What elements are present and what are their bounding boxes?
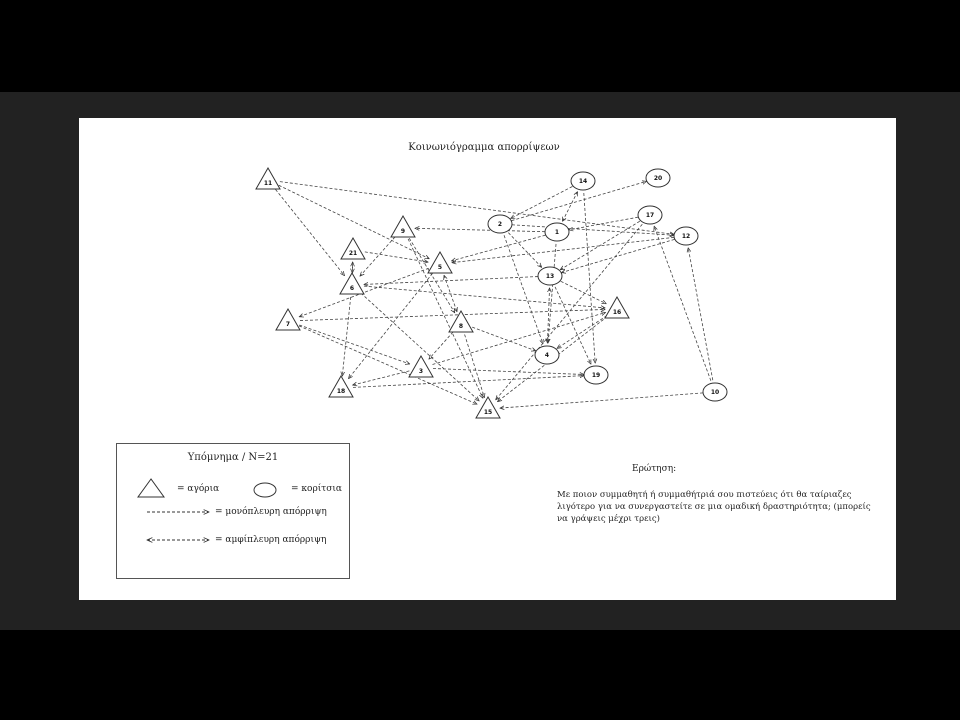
edge-18-19 (353, 376, 584, 388)
node-label: 4 (544, 352, 550, 359)
edge-9-8 (409, 238, 454, 313)
legend-one-way-label: = μονόπλευρη απόρριψη (215, 507, 327, 517)
node-label: 5 (437, 264, 443, 271)
edge-14-1 (562, 192, 577, 222)
edge-10-17 (654, 226, 711, 380)
node-label: 3 (418, 368, 424, 375)
legend-mutual-label: = αμφίπλευρη απόρριψη (215, 535, 327, 545)
node-label: 19 (591, 372, 601, 379)
node-4 (535, 346, 559, 364)
edge-6-16 (364, 286, 605, 308)
legend-girls-label: = κορίτσια (291, 484, 342, 494)
node-13 (538, 267, 562, 285)
edge-7-16 (300, 309, 605, 320)
edge-10-12 (688, 248, 713, 380)
edge-12-13 (562, 239, 675, 272)
edge-2-12 (512, 225, 674, 235)
edge-13-19 (555, 287, 591, 364)
node-label: 11 (263, 180, 273, 187)
node-9 (391, 216, 415, 237)
node-16 (605, 297, 629, 318)
edge-2-13 (508, 233, 541, 268)
circle-icon (254, 483, 276, 497)
node-label: 16 (612, 309, 622, 316)
node-2 (488, 215, 512, 233)
edge-12-5 (452, 237, 674, 262)
edge-11-6 (275, 189, 344, 275)
edge-9-6 (360, 237, 395, 276)
node-label: 1 (554, 229, 560, 236)
edge-11-12 (280, 182, 674, 235)
node-5 (428, 252, 452, 273)
legend-boys-label: = αγόρια (177, 484, 220, 494)
edge-5-7 (299, 268, 429, 317)
edge-6-18 (342, 297, 350, 376)
node-label: 13 (545, 273, 555, 280)
edge-13-6 (364, 277, 538, 285)
node-label: 10 (710, 389, 720, 396)
edge-8-3 (429, 332, 453, 359)
node-label: 6 (349, 285, 355, 292)
node-15 (476, 397, 500, 418)
node-label: 20 (653, 175, 663, 182)
node-label: 7 (285, 321, 291, 328)
edge-3-18 (353, 371, 410, 385)
node-label: 2 (497, 221, 503, 228)
node-label: 21 (348, 250, 358, 257)
node-18 (329, 376, 353, 397)
edge-7-15 (299, 326, 477, 404)
node-20 (646, 169, 670, 187)
edge-8-4 (472, 327, 536, 351)
node-10 (703, 383, 727, 401)
node-1 (545, 223, 569, 241)
legend-title: Υπόμνημα / Ν=21 (187, 452, 279, 463)
question-text: Με ποιον συμμαθητή ή συμμαθήτριά σου πιστεύεις ότι θα ταίριαζες λιγότερο για να συνεργαστείτε σε μια ομαδική δραστηριότητα; (μπορείς να γράψεις μέχρι τρεις) (557, 490, 871, 524)
edge-16-4 (557, 316, 607, 349)
legend (116, 443, 350, 579)
triangle-icon (138, 479, 164, 497)
node-12 (674, 227, 698, 245)
edge-6-15 (361, 293, 479, 401)
edge-1-9 (415, 228, 545, 231)
node-label: 15 (483, 409, 493, 416)
node-14 (571, 172, 595, 190)
node-21 (341, 238, 365, 259)
edge-3-19 (433, 368, 584, 374)
nodes-layer (256, 168, 727, 418)
edge-13-16 (561, 281, 606, 303)
node-label: 18 (336, 388, 346, 395)
edge-14-19 (584, 193, 595, 363)
diagram-title: Κοινωνιόγραμμα απορρίψεων (408, 142, 560, 153)
node-8 (449, 311, 473, 332)
node-label: 17 (645, 212, 655, 219)
edge-2-4 (504, 235, 543, 343)
question-title: Ερώτηση: (632, 464, 677, 474)
node-label: 14 (578, 178, 588, 185)
edge-7-3 (299, 325, 409, 364)
node-label: 9 (400, 228, 406, 235)
node-19 (584, 366, 608, 384)
edge-10-15 (500, 393, 703, 408)
node-7 (276, 309, 300, 330)
node-11 (256, 168, 280, 189)
node-label: 12 (681, 233, 691, 240)
node-label: 8 (458, 323, 464, 330)
node-17 (638, 206, 662, 224)
